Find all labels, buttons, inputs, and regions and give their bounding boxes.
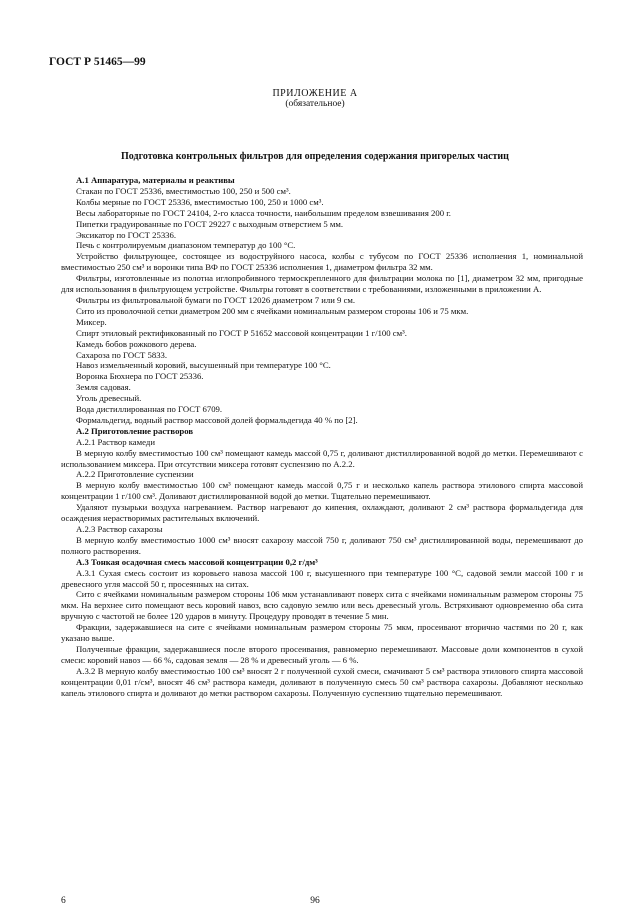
paragraph: Фильтры, изготовленные из полотна иглопробивного термоскрепленного для фильтрации молока по [1], диаметром 32 мм, пригодные для использования в фильтрующем устройстве. Фильтры готовят в соответствии с требованиями, изложенными в приложении А. [61, 273, 583, 295]
document-body [61, 175, 583, 699]
paragraph: Вода дистиллированная по ГОСТ 6709. [76, 404, 223, 415]
paragraph: Формальдегид, водный раствор массовой долей формальдегида 40 % по [2]. [76, 414, 358, 425]
section-heading: А.3 Тонкая осадочная смесь массовой концентрации 0,2 г/дм³ [76, 556, 318, 567]
appendix-title: ПРИЛОЖЕНИЕ А [272, 88, 358, 99]
paragraph: Весы лабораторные по ГОСТ 24104, 2-го класса точности, наибольшим пределом взвешивания 200 г. [76, 207, 451, 218]
appendix-status: (обязательное) [285, 99, 345, 109]
paragraph: В мерную колбу вместимостью 100 см³ помещают камедь массой 0,75 г и несколько капель раствора этилового спирта массовой концентрации 1 г/100 см³. Доливают дистиллированной водой до метки. Тщательно перемешивают. [61, 480, 583, 502]
paragraph: В мерную колбу вместимостью 1000 см³ вносят сахарозу массой 750 г, доливают 750 см³ дистиллированной воды, перемешивают до полного растворения. [61, 534, 583, 556]
paragraph: Навоз измельченный коровий, высушенный при температуре 100 °С. [76, 360, 331, 371]
standard-number: ГОСТ Р 51465—99 [49, 56, 146, 68]
paragraph: Колбы мерные по ГОСТ 25336, вместимостью 100, 250 и 1000 см³. [76, 196, 324, 207]
page-number-center: 96 [310, 896, 320, 906]
paragraph: Стакан по ГОСТ 25336, вместимостью 100, 250 и 500 см³. [76, 185, 291, 196]
paragraph: Сахароза по ГОСТ 5833. [76, 349, 168, 360]
section-heading: А.2 Приготовление растворов [76, 425, 194, 436]
paragraph: А.2.1 Раствор камеди [76, 436, 155, 447]
paragraph: Пипетки градуированные по ГОСТ 29227 с выходным отверстием 5 мм. [76, 218, 344, 229]
paragraph: А.2.3 Раствор сахарозы [76, 524, 163, 534]
paragraph: Фильтры из фильтровальной бумаги по ГОСТ 12026 диаметром 7 или 9 см. [76, 294, 356, 305]
paragraph: Уголь древесный. [76, 393, 142, 404]
paragraph: Фракции, задержавшиеся на сите с ячейками номинальным размером стороны 75 мкм, просеивают вторично частями по 20 г, как указано выше. [61, 622, 583, 644]
paragraph: Миксер. [76, 316, 107, 327]
paragraph: Сито с ячейками номинальным размером стороны 106 мкм устанавливают поверх сита с ячейками номинальным размером стороны 75 мкм. На верхнее сито помещают весь коровий навоз, всю садовую землю или весь древесный уголь. Встряхивают одновременно оба сита вручную с частотой не более 120 ударов в минуту. Процедуру проводят в течение 5 мин. [61, 589, 583, 622]
section-heading: А.1 Аппаратура, материалы и реактивы [76, 175, 235, 185]
paragraph: Сито из проволочной сетки диаметром 200 мм с ячейками номинальным размером стороны 106 и 75 мкм. [76, 305, 469, 316]
paragraph: Камедь бобов рожкового дерева. [76, 338, 197, 349]
paragraph: Печь с контролируемым диапазоном температур до 100 °С. [76, 240, 296, 251]
paragraph: Удаляют пузырьки воздуха нагреванием. Раствор нагревают до кипения, охлаждают, доливают 2 см³ раствора формальдегида для осаждения нерастворимых растительных включений. [61, 502, 583, 524]
paragraph: А.3.1 Сухая смесь состоит из коровьего навоза массой 100 г, высушенного при температуре 100 °С, садовой земли массой 100 г и древесного угля массой 50 г, просеянных на ситах. [61, 567, 583, 589]
page-number-left: 6 [61, 896, 66, 906]
paragraph: Спирт этиловый ректификованный по ГОСТ Р 51652 массовой концентрации 1 г/100 см³. [76, 327, 407, 338]
paragraph: В мерную колбу вместимостью 100 см³ помещают камедь массой 0,75 г, доливают дистиллированной водой до метки. Перемешивают с использованием миксера. При отсутствии миксера готовят суспензию по А.2.2. [61, 447, 583, 469]
paragraph: А.3.2 В мерную колбу вместимостью 100 см³ вносят 2 г полученной сухой смеси, смачивают 5 см³ раствора этилового спирта массовой концентрации 0,01 г/см³, вносят 46 см³ раствора камеди, доливают в полученную смесь 50 см³ раствора сахарозы. Добавляют несколько капель этилового спирта и доливают до метки раствором сахарозы. Полученную суспензию тщательно перемешивают. [61, 665, 583, 698]
paragraph: Воронка Бюхнера по ГОСТ 25336. [76, 371, 204, 382]
paragraph: Эксикатор по ГОСТ 25336. [76, 229, 177, 240]
paragraph: Земля садовая. [76, 382, 131, 393]
paragraph: А.2.2 Приготовление суспензии [76, 469, 194, 480]
paragraph: Устройство фильтрующее, состоящее из водоструйного насоса, колбы с тубусом по ГОСТ 25336 исполнения 1, номинальной вместимостью 250 см³ и воронки типа ВФ по ГОСТ 25336 исполнения 1, диаметром фильтра 32 мм. [61, 251, 583, 273]
paragraph: Полученные фракции, задержавшиеся после второго просеивания, равномерно перемешивают. Массовые доли компонентов в сухой смеси: коровий навоз — 66 %, садовая земля — 28 % и древесный уголь — 6 %. [61, 643, 583, 665]
section-title: Подготовка контрольных фильтров для определения содержания пригорелых частиц [121, 151, 509, 162]
